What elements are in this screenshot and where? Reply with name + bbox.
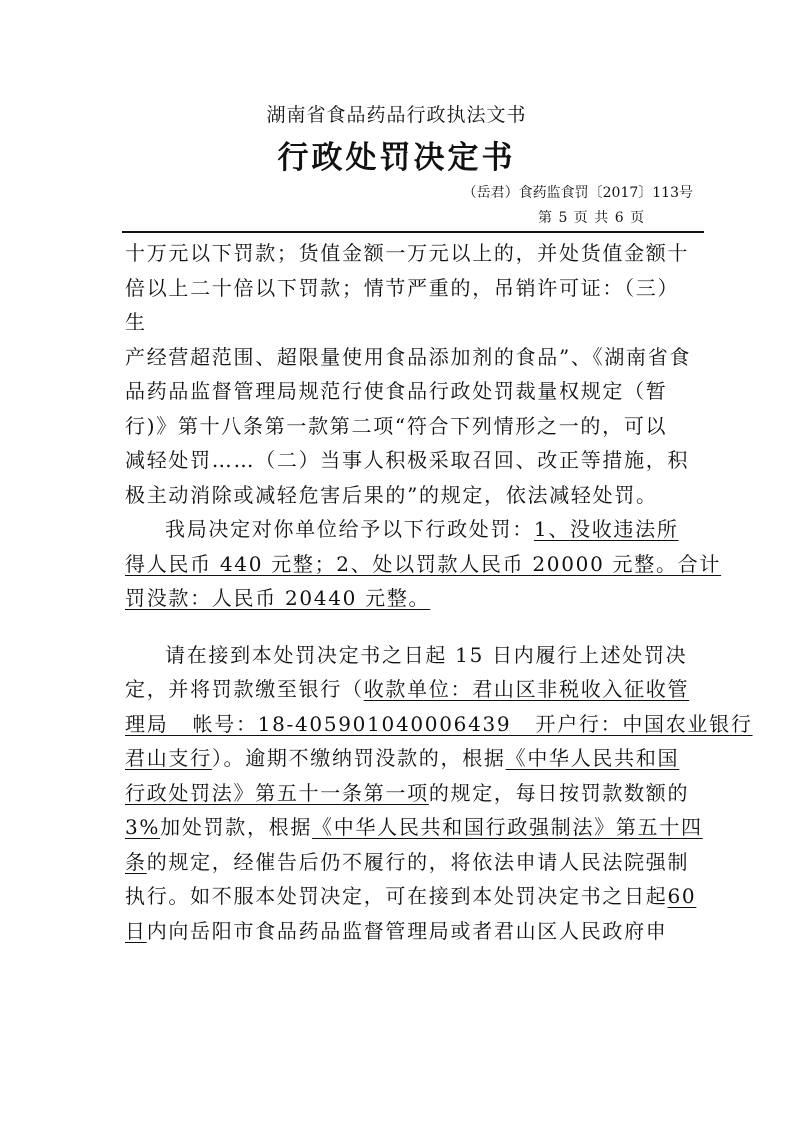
text-line: 品药品监督管理局规范行使食品行政处罚裁量权规定（暂 xyxy=(125,379,668,403)
text-line: 十万元以下罚款；货值金额一万元以上的，并处货值金额十 xyxy=(125,241,690,265)
text-line xyxy=(125,879,697,914)
page-title: 行政处罚决定书 xyxy=(277,140,516,176)
text-line: 请在接到本处罚决定书之日起 15 日内履行上述处罚决 xyxy=(165,642,688,667)
text-line xyxy=(125,547,722,582)
text-line xyxy=(125,512,679,547)
underlined-text: 条 xyxy=(125,849,147,874)
text-segment: 我局决定对你单位给予以下行政处罚： xyxy=(165,517,534,541)
paragraph-spacer xyxy=(125,616,670,638)
text-line: 减轻处罚……（二）当事人积极采取召回、改正等措施，积 xyxy=(125,448,690,472)
text-line: 行)》第十八条第一款第二项“符合下列情形之一的，可以 xyxy=(125,413,668,438)
paragraph-penalty-decision xyxy=(125,512,722,616)
text-line xyxy=(125,845,690,880)
underlined-text: 3% xyxy=(125,815,161,839)
underlined-text: 日 xyxy=(125,918,147,943)
text-line: 生 xyxy=(125,310,147,334)
document-body xyxy=(125,236,753,948)
header-divider xyxy=(122,231,704,233)
underlined-text: 《中华人民共和国 xyxy=(505,746,680,770)
underlined-text: 1、没收违法所 xyxy=(533,517,679,541)
underlined-text: 得人民币 440 元整；2、处以罚款人民币 20000 元整。合计 xyxy=(125,551,722,576)
text-line xyxy=(125,707,753,742)
text-segment: 加处罚款，根据 xyxy=(160,815,313,839)
underlined-text: 君山支行 xyxy=(125,746,212,770)
underlined-text: 罚没款：人民币 20440 元整。 xyxy=(125,586,431,610)
text-line xyxy=(125,914,670,949)
text-line xyxy=(125,581,670,616)
text-line: 产经营超范围、超限量使用食品添加剂的食品”、《湖南省食 xyxy=(125,344,692,369)
text-line xyxy=(125,672,690,707)
text-line xyxy=(125,741,680,776)
underlined-text: 《中华人民共和国行政强制法》第五十四 xyxy=(312,815,703,839)
underlined-text: 收款单位：君山区非税收入征收管 xyxy=(363,677,690,701)
text-segment: 执行。如不服本处罚决定，可在接到本处罚决定书之日起 xyxy=(125,884,668,908)
text-segment: 定，并将罚款缴至银行（ xyxy=(125,677,364,701)
text-segment: 内向岳阳市食品药品监督管理局或者君山区人民政府申 xyxy=(146,918,668,943)
paragraph-legal-basis xyxy=(125,236,692,512)
agency-doc-type-heading: 湖南省食品药品行政执法文书 xyxy=(266,104,527,126)
underlined-text: 60 xyxy=(667,884,697,908)
text-line: 倍以上二十倍以下罚款；情节严重的，吊销许可证：（三） xyxy=(125,275,680,300)
text-segment: 的规定，经催告后仍不履行的，将依法申请人民法院强制 xyxy=(146,849,690,874)
text-segment: ）。逾期不缴纳罚没款的，根据 xyxy=(211,746,506,770)
text-line: 极主动消除或减轻危害后果的”的规定，依法减轻处罚。 xyxy=(125,482,658,507)
text-segment: 的规定，每日按罚款数额的 xyxy=(428,780,690,805)
paragraph-payment-instructions xyxy=(125,638,753,949)
page-number-indicator: 第 5 页 共 6 页 xyxy=(538,210,646,226)
text-line xyxy=(125,776,690,811)
underlined-text: 行政处罚法》第五十一条第一项 xyxy=(125,780,429,805)
document-number: （岳君）食药监食罚〔2017〕113号 xyxy=(462,185,693,201)
text-line xyxy=(125,810,703,845)
underlined-text: 理局 帐号：18-405901040006439 开户行：中国农业银行 xyxy=(125,711,753,736)
